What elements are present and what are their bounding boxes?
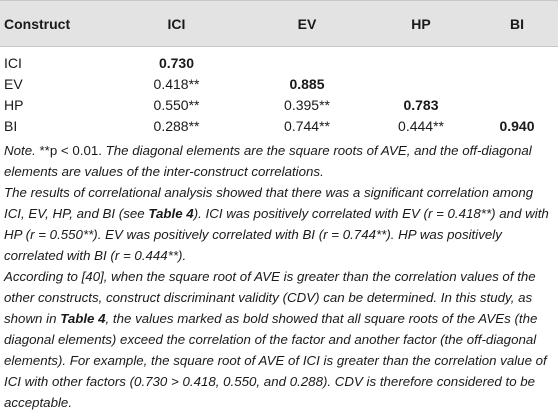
note-label: Note. [4, 143, 36, 158]
header-bi: BI [476, 1, 558, 47]
table-reference-link[interactable]: Table 4 [60, 311, 106, 326]
row-label: HP [4, 96, 24, 113]
table-row [0, 47, 558, 74]
cdv-paragraph [4, 266, 554, 413]
table-cell: 0.940 [499, 117, 535, 134]
row-label: BI [4, 117, 18, 134]
table-reference-link[interactable]: Table 4 [148, 206, 194, 221]
table-row [0, 115, 558, 136]
results-paragraph [4, 182, 554, 266]
table-cell [476, 47, 558, 74]
table-cell: 0.288** [153, 117, 200, 134]
paragraph-text: , the values marked as bold showed that all square roots of the AVEs (the diagonal elements) exceed the correlation of the factor and another factor (the off-diagonal elements). For example, the square root of AVE of ICI is greater than the correlation value of ICI with other factors (0.730 > 0.418, 0.550, and 0.288). CDV is therefore considered to be acceptable. [4, 311, 547, 410]
table-cell: 0.744** [284, 117, 330, 134]
header-construct: Construct [0, 1, 105, 47]
table-row [0, 94, 558, 115]
paragraph-text: The results of correlational analysis showed that there was a significant correlation among ICI, EV, HP, and BI (see [4, 185, 534, 221]
significance-note: **p < 0.01. [35, 143, 102, 158]
table-header-row [0, 1, 558, 47]
table-cell [366, 73, 476, 94]
table-cell [366, 47, 476, 74]
table-row [0, 73, 558, 94]
table-cell [248, 47, 366, 74]
note-text: The diagonal elements are the square roots of AVE, and the off-diagonal elements are values of the inter-construct correlations. [4, 143, 532, 179]
table-cell: 0.783 [403, 96, 439, 113]
note-paragraph [4, 140, 554, 182]
table-cell: 0.418** [153, 75, 200, 92]
row-label: EV [4, 75, 23, 92]
header-ev: EV [248, 1, 366, 47]
table-cell: 0.550** [153, 96, 200, 113]
table-cell [476, 73, 558, 94]
paragraph-text: ). ICI was positively correlated with EV (r = 0.418**) and with HP (r = 0.550**). EV was positively correlated with BI (r = 0.744**). HP was positively correlated with BI (r = 0.444**). [4, 206, 549, 263]
correlation-table [0, 0, 558, 136]
table-cell: 0.885 [289, 75, 325, 92]
table-cell: 0.444** [398, 117, 444, 134]
header-hp: HP [366, 1, 476, 47]
paragraph-text: According to [40], when the square root of AVE is greater than the correlation values of the other constructs, construct discriminant validity (CDV) can be determined. In this study, as shown in [4, 269, 536, 326]
table-cell [476, 94, 558, 115]
table-cell: 0.730 [158, 54, 195, 71]
header-ici: ICI [105, 1, 248, 47]
row-label: ICI [4, 54, 22, 71]
table-note [4, 140, 554, 413]
table-cell: 0.395** [284, 96, 330, 113]
